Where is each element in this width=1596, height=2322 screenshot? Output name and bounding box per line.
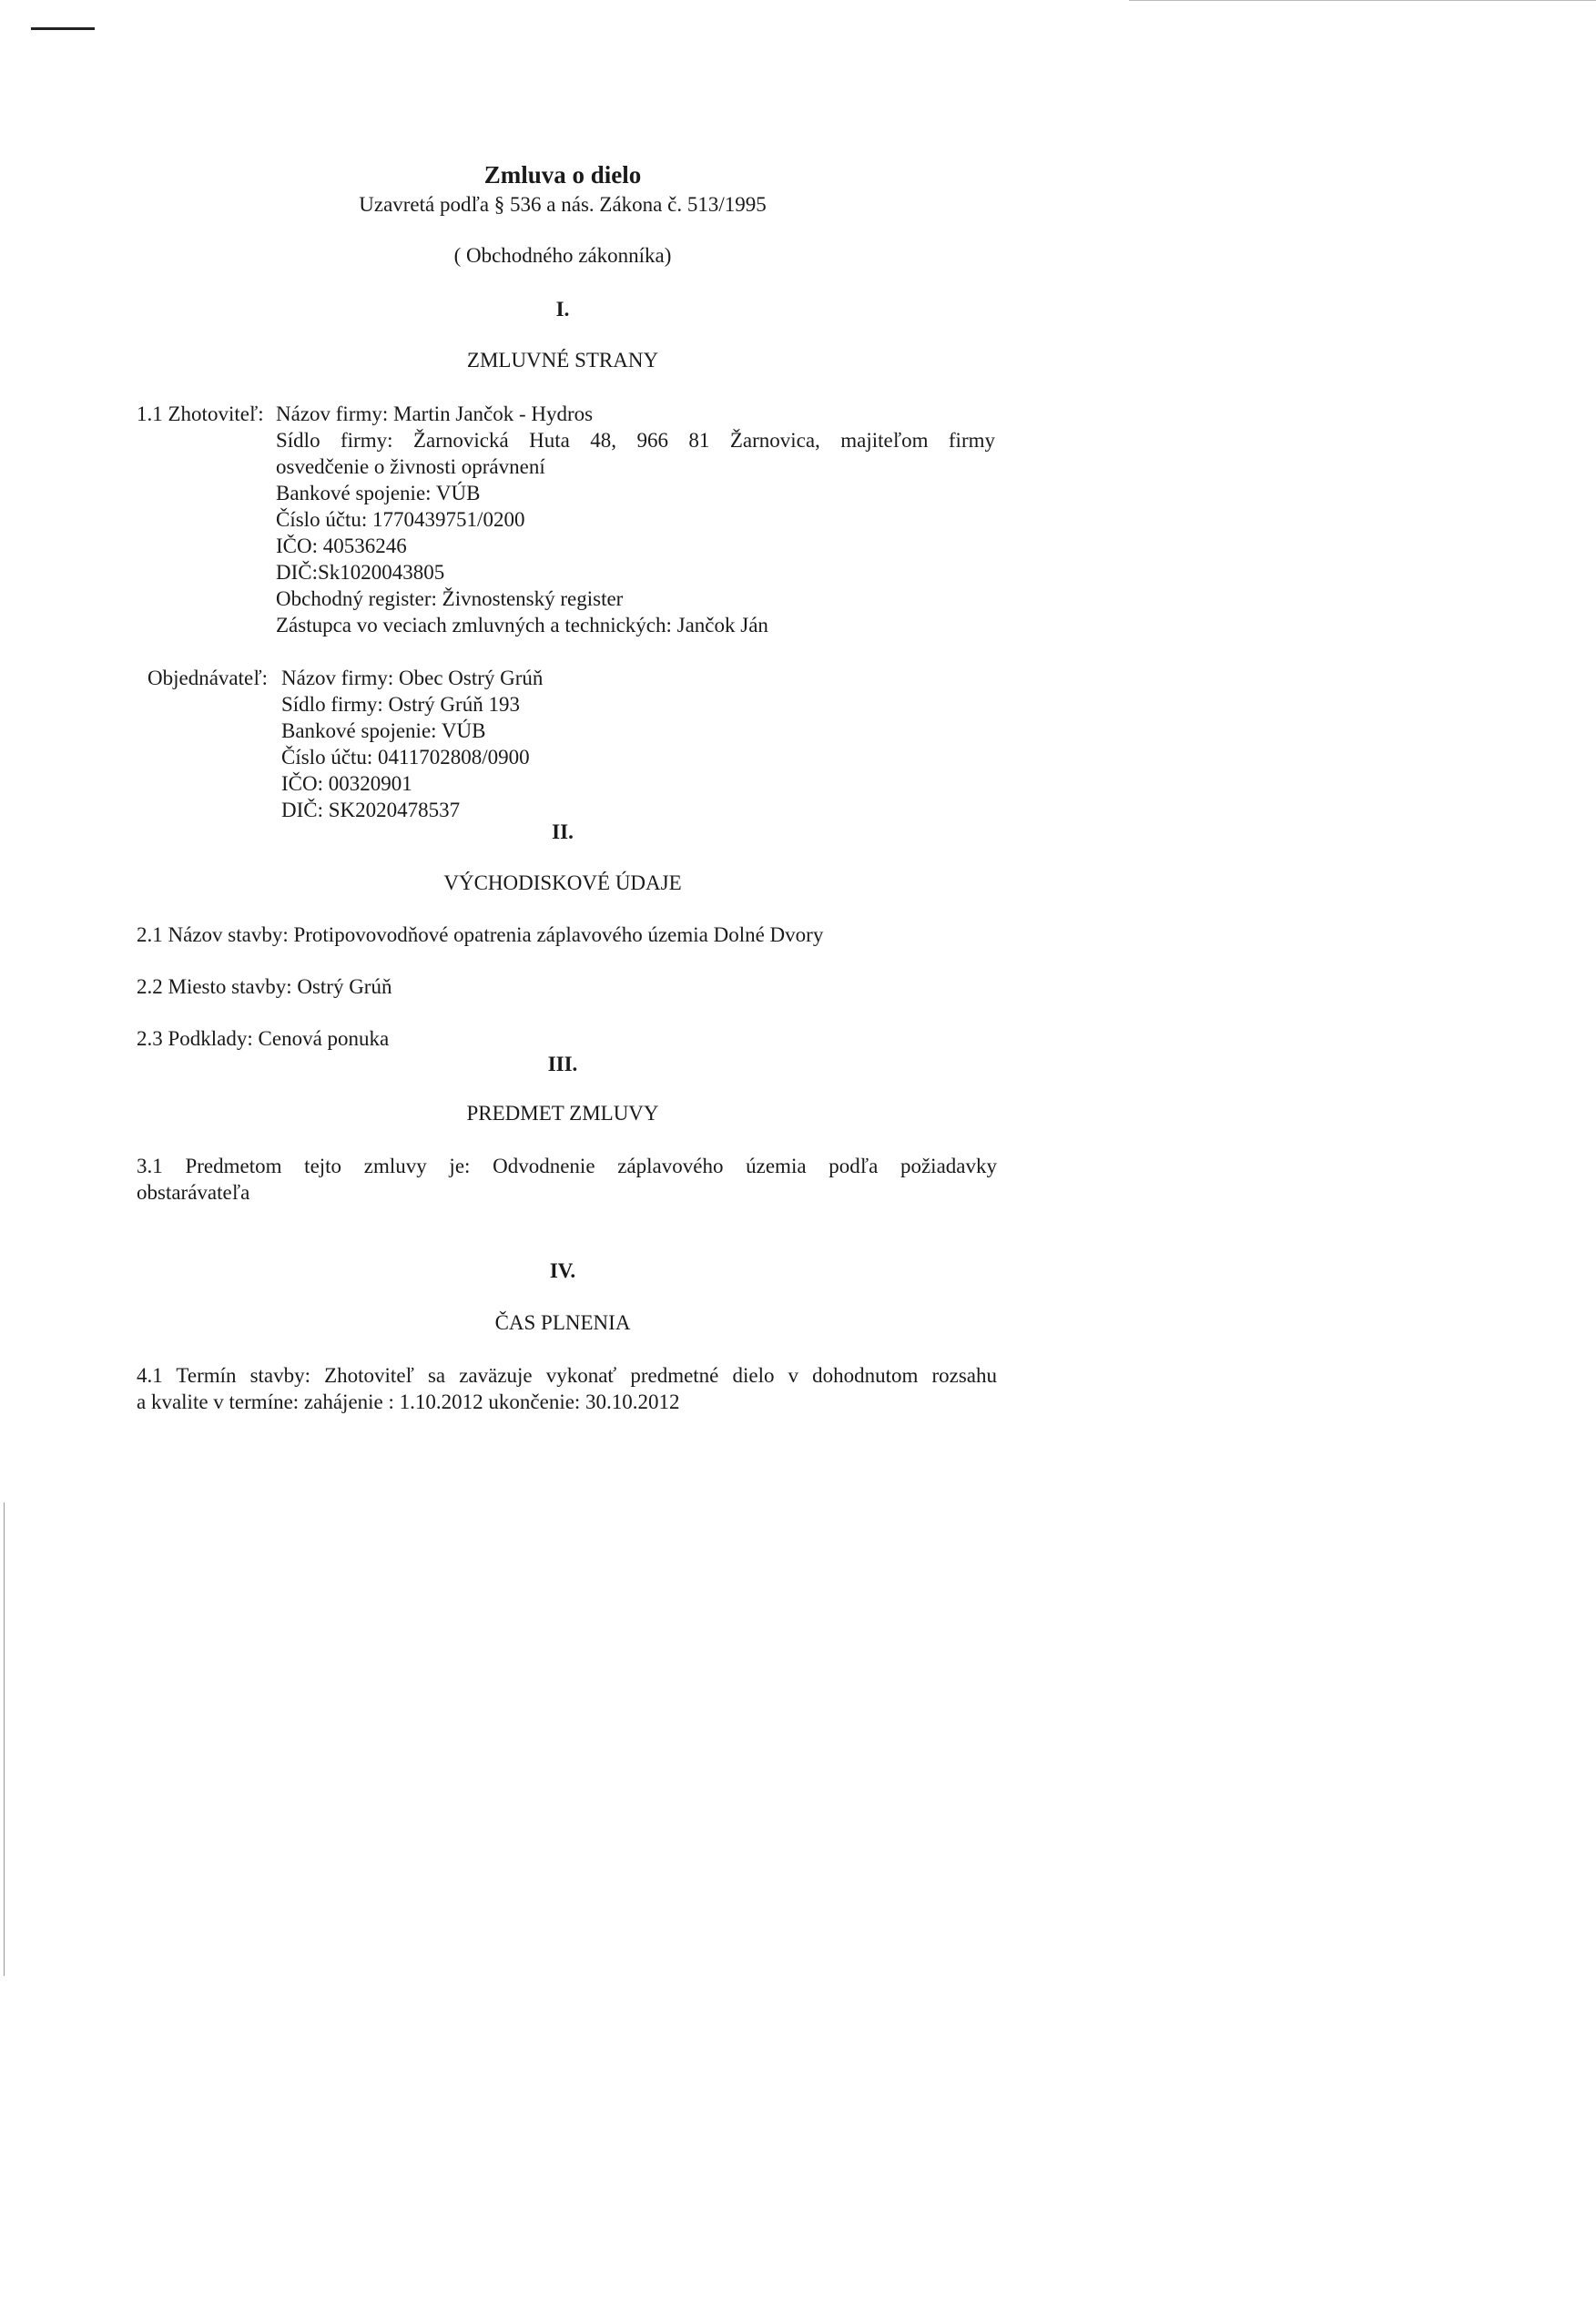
term-line-2: a kvalite v termíne: zahájenie : 1.10.2012 ukončenie: 30.10.2012 bbox=[137, 1390, 680, 1413]
client-name: Názov firmy: Obec Ostrý Grúň bbox=[281, 667, 544, 689]
section-3-heading: PREDMET ZMLUVY bbox=[466, 1102, 659, 1125]
construction-basis: 2.3 Podklady: Cenová ponuka bbox=[137, 1027, 390, 1050]
scan-mark bbox=[31, 27, 95, 30]
contractor-license: osvedčenie o živnosti oprávnení bbox=[276, 455, 545, 478]
client-account: Číslo účtu: 0411702808/0900 bbox=[281, 746, 530, 769]
section-4-heading: ČAS PLNENIA bbox=[494, 1311, 631, 1334]
document-subtitle: Uzavretá podľa § 536 a nás. Zákona č. 513/1995 bbox=[359, 193, 767, 216]
contractor-seat: Sídlo firmy: Žarnovická Huta 48, 966 81 Žarnovica, majiteľom firmy bbox=[276, 429, 995, 452]
section-2-number: II. bbox=[552, 820, 574, 843]
client-dic: DIČ: SK2020478537 bbox=[281, 799, 461, 821]
section-1-heading: ZMLUVNÉ STRANY bbox=[466, 349, 659, 372]
scan-margin-line bbox=[4, 1502, 5, 1976]
contractor-ico: IČO: 40536246 bbox=[276, 535, 407, 557]
contractor-bank: Bankové spojenie: VÚB bbox=[276, 482, 481, 504]
section-2-heading: VÝCHODISKOVÉ ÚDAJE bbox=[443, 871, 682, 894]
term-line-1: 4.1 Termín stavby: Zhotoviteľ sa zaväzuje vykonať predmetné dielo v dohodnutom rozsahu bbox=[137, 1364, 997, 1387]
construction-name: 2.1 Názov stavby: Protipovovodňové opatrenia záplavového územia Dolné Dvory bbox=[137, 923, 824, 946]
construction-place: 2.2 Miesto stavby: Ostrý Grúň bbox=[137, 975, 392, 998]
section-3-number: III. bbox=[547, 1053, 578, 1075]
subject-line-2: obstarávateľa bbox=[137, 1181, 250, 1204]
document-title: Zmluva o dielo bbox=[483, 161, 642, 188]
section-4-number: IV. bbox=[549, 1259, 576, 1282]
contractor-label: 1.1 Zhotoviteľ: bbox=[137, 402, 264, 425]
client-seat: Sídlo firmy: Ostrý Grúň 193 bbox=[281, 693, 520, 716]
contractor-account: Číslo účtu: 1770439751/0200 bbox=[276, 508, 525, 531]
client-label: Objednávateľ: bbox=[147, 667, 268, 689]
contractor-representative: Zástupca vo veciach zmluvných a technických: Jančok Ján bbox=[276, 614, 768, 637]
document-subtitle-law: ( Obchodného zákonníka) bbox=[453, 244, 672, 267]
subject-line-1: 3.1 Predmetom tejto zmluvy je: Odvodnenie záplavového územia podľa požiadavky bbox=[137, 1155, 997, 1177]
contractor-dic: DIČ:Sk1020043805 bbox=[276, 561, 445, 584]
contractor-register: Obchodný register: Živnostenský register bbox=[276, 587, 624, 610]
client-bank: Bankové spojenie: VÚB bbox=[281, 719, 486, 742]
client-ico: IČO: 00320901 bbox=[281, 772, 412, 795]
contractor-name: Názov firmy: Martin Jančok - Hydros bbox=[276, 402, 594, 425]
scan-edge-line bbox=[1129, 0, 1596, 1]
section-1-number: I. bbox=[555, 298, 570, 321]
